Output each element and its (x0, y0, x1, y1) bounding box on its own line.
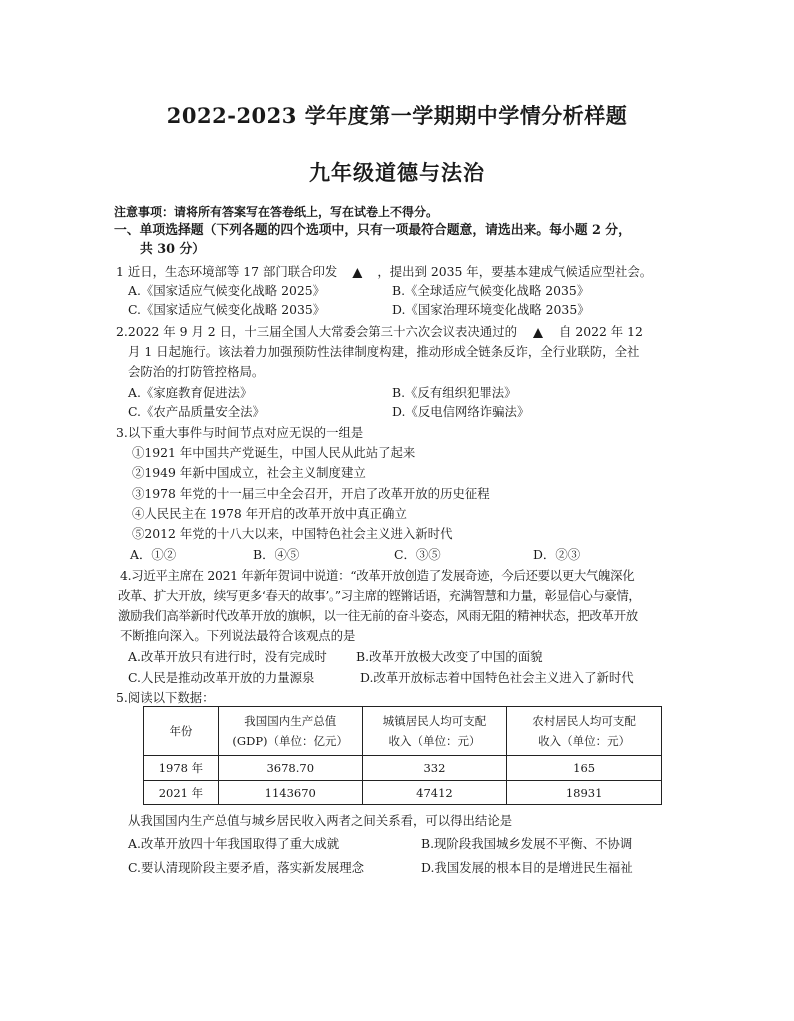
q1-stem (116, 264, 652, 280)
q2-option-c: C.《农产品质量安全法》 (128, 404, 265, 419)
q3-option-c: C．③⑤ (394, 547, 441, 562)
q4-line3: 激励我们高举新时代改革开放的旗帜，以一往无前的奋斗姿态，风雨无阻的精神状态，把改革开放 (118, 608, 638, 623)
q3-statement-4: ④人民民主在 1978 年开启的改革开放中真正确立 (132, 506, 407, 521)
q1-option-c: C.《国家适应气候变化战略 2035》 (128, 302, 326, 317)
notice-text: 请将所有答案写在答卷纸上，写在试卷上不得分。 (174, 205, 439, 219)
section1-heading-line2: 共 30 分） (140, 242, 206, 257)
table-header-cell (362, 707, 507, 756)
notice-label: 注意事项： (114, 205, 175, 219)
q3-option-b: B．④⑤ (253, 547, 300, 562)
q1-blank: ▲ (352, 264, 363, 279)
q2-option-a: A.《家庭教育促进法》 (128, 385, 253, 400)
q5-option-b: B.现阶段我国城乡发展不平衡、不协调 (421, 836, 633, 851)
header-gdp-2: (GDP)（单位：亿元） (232, 734, 349, 748)
q4-option-a: A.改革开放只有进行时，没有完成时 (128, 649, 327, 664)
table-cell: 3678.70 (218, 756, 362, 781)
header-urban-2: 收入（单位：元） (388, 734, 481, 748)
header-urban-1: 城镇居民人均可支配 (382, 714, 487, 728)
q2-line1-b: 自 2022 年 12 (558, 324, 643, 339)
q3-option-d: D．②③ (533, 547, 581, 562)
q4-line1: 4.习近平主席在 2021 年新年贺词中说道：“改革开放创造了发展奇迹，今后还要以更大气魄深化 (120, 568, 635, 583)
q3-statement-2: ②1949 年新中国成立，社会主义制度建立 (132, 465, 366, 480)
q3-stem: 3.以下重大事件与时间节点对应无误的一组是 (116, 425, 364, 440)
q5-stem: 5.阅读以下数据： (116, 690, 215, 705)
table-header-row (144, 707, 662, 756)
table-header-cell (218, 707, 362, 756)
data-table (143, 706, 662, 805)
q5-option-a: A.改革开放四十年我国取得了重大成就 (128, 836, 340, 851)
q3-statement-3: ③1978 年党的十一届三中全会召开，开启了改革开放的历史征程 (132, 486, 490, 501)
q2-line1 (116, 324, 643, 340)
table-row (144, 781, 662, 805)
q5-option-d: D.我国发展的根本目的是增进民生福祉 (421, 860, 633, 875)
q4-option-b: B.改革开放极大改变了中国的面貌 (356, 649, 543, 664)
q4-line2: 改革、扩大开放，续写更多‘春天的故事’。”习主席的铿锵话语，充满智慧和力量，彰显信心与豪情， (118, 588, 641, 603)
header-rural-1: 农村居民人均可支配 (532, 714, 636, 728)
section1-heading-line1: 一、单项选择题（下列各题的四个选项中，只有一项最符合题意，请选出来。每小题 2 分， (114, 223, 631, 238)
q4-option-d: D.改革开放标志着中国特色社会主义进入了新时代 (360, 670, 634, 685)
q5-option-c: C.要认清现阶段主要矛盾，落实新发展理念 (128, 860, 365, 875)
header-year: 年份 (169, 724, 193, 738)
header-rural-2: 收入（单位：元） (538, 734, 631, 748)
table-cell: 1143670 (218, 781, 362, 805)
table-row (144, 756, 662, 781)
q3-option-a: A．①② (130, 547, 177, 562)
table-cell: 165 (507, 756, 662, 781)
exam-title: 2022-2023 学年度第一学期期中学情分析样题 (166, 103, 628, 128)
q1-option-d: D.《国家治理环境变化战略 2035》 (392, 302, 590, 317)
q2-line1-a: 2.2022 年 9 月 2 日，十三届全国人大常委会第三十六次会议表决通过的 (116, 324, 517, 339)
notice (114, 204, 438, 220)
table-cell: 332 (362, 756, 507, 781)
q2-option-d: D.《反电信网络诈骗法》 (392, 404, 530, 419)
q2-option-b: B.《反有组织犯罪法》 (392, 385, 517, 400)
q1-option-a: A.《国家适应气候变化战略 2025》 (128, 283, 326, 298)
q4-option-c: C.人民是推动改革开放的力量源泉 (128, 670, 315, 685)
table-header-cell (144, 707, 219, 756)
q3-statement-1: ①1921 年中国共产党诞生，中国人民从此站了起来 (132, 445, 416, 460)
exam-subtitle: 九年级道德与法治 (309, 160, 485, 185)
table-cell: 18931 (507, 781, 662, 805)
q3-statement-5: ⑤2012 年党的十八大以来，中国特色社会主义进入新时代 (132, 526, 453, 541)
table-cell: 1978 年 (144, 756, 219, 781)
q2-blank: ▲ (533, 324, 543, 339)
table-cell: 2021 年 (144, 781, 219, 805)
q4-line4: 不断推向深入。下列说法最符合该观点的是 (120, 628, 356, 643)
header-gdp-1: 我国国内生产总值 (244, 714, 337, 728)
q1-stem-a: 1 近日，生态环境部等 17 部门联合印发 (116, 264, 338, 279)
q1-option-b: B.《全球适应气候变化战略 2035》 (392, 283, 590, 298)
q1-stem-b: ，提出到 2035 年，要基本建成气候适应型社会。 (377, 264, 653, 279)
q2-line2: 月 1 日起施行。该法着力加强预防性法律制度构建，推动形成全链条反诈，全行业联防，全社 (128, 344, 640, 359)
table-header-cell (507, 707, 662, 756)
table-cell: 47412 (362, 781, 507, 805)
q2-line3: 会防治的打防管控格局。 (128, 364, 265, 379)
q5-question: 从我国国内生产总值与城乡居民收入两者之间关系看，可以得出结论是 (128, 813, 513, 828)
